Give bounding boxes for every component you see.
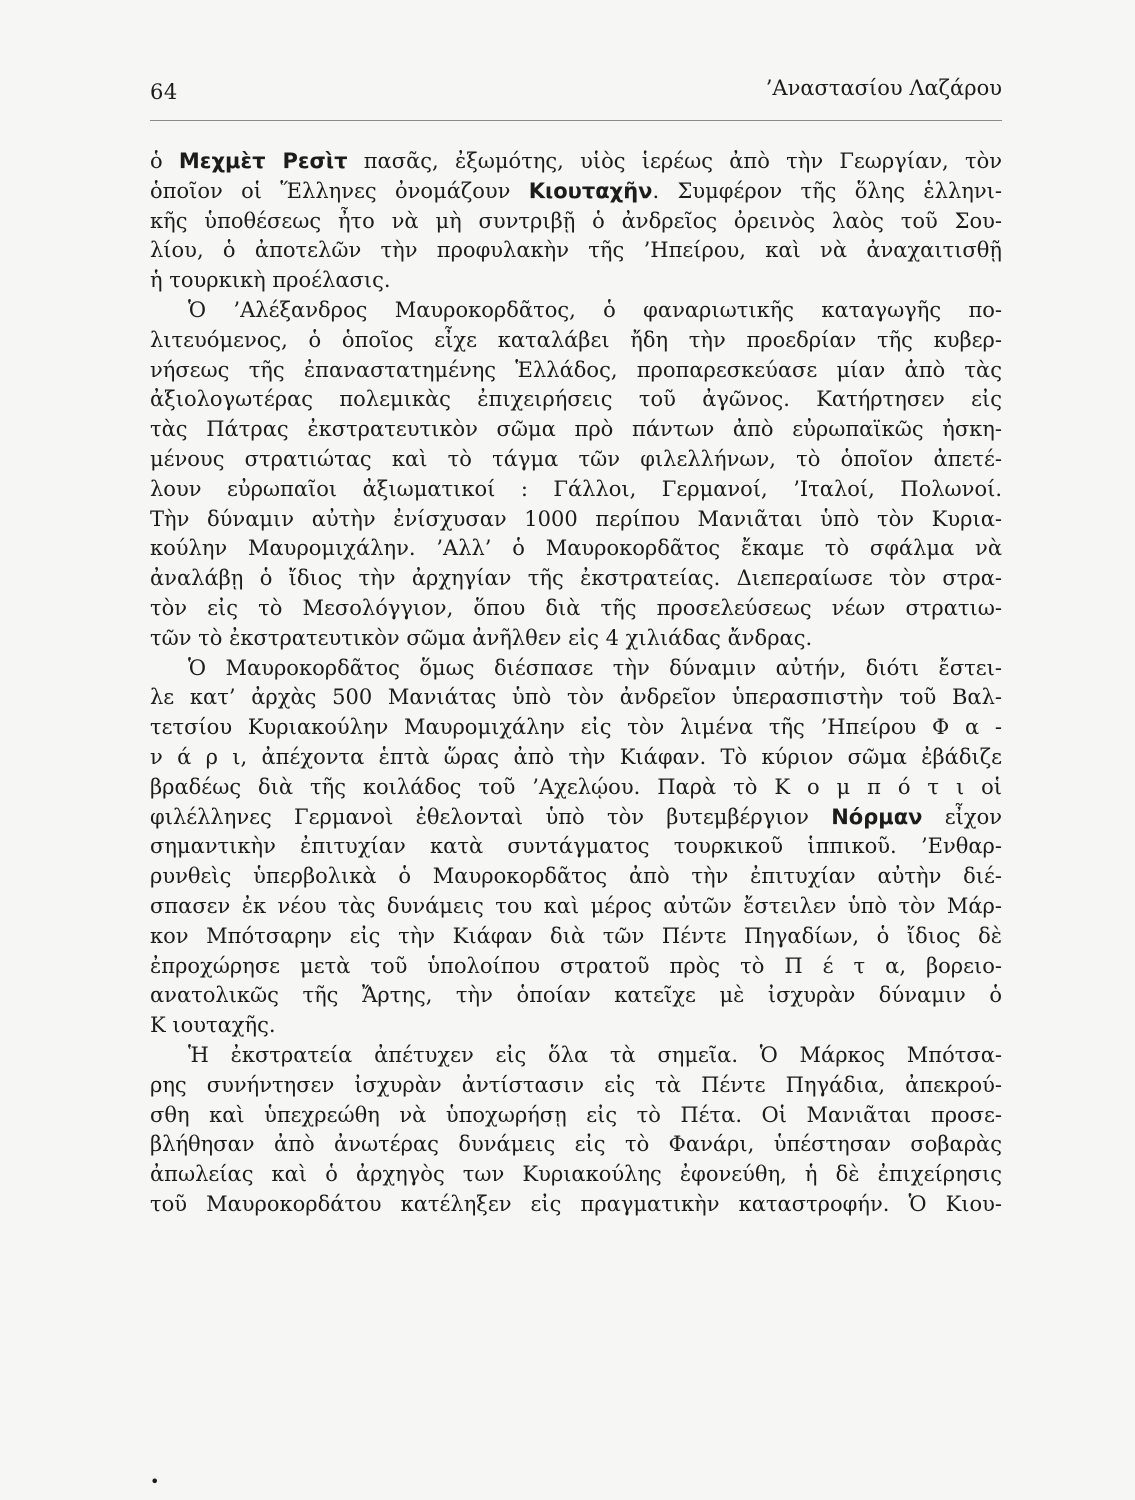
body-text bbox=[150, 147, 1002, 1220]
text-segment: ὁποῖον οἱ Ἕλληνες ὀνομάζουν bbox=[150, 178, 529, 203]
text-line bbox=[150, 803, 1002, 833]
text-segment: ὁ bbox=[150, 149, 179, 173]
text-line bbox=[150, 594, 1002, 624]
text-segment: φιλέλληνες Γερμανοὶ ἐθελονταὶ ὑπὸ τὸν βυτεμβέργιον bbox=[150, 804, 832, 829]
header-rule bbox=[150, 120, 1002, 121]
text-line bbox=[150, 892, 1002, 922]
text-line bbox=[150, 266, 1002, 296]
text-line bbox=[150, 952, 1002, 982]
text-segment: τὰς Πάτρας ἐκστρατευτικὸν σῶμα πρὸ πάντων ἀπὸ εὐρωπαϊκῶς ἠσκη- bbox=[150, 417, 1002, 442]
bold-name: Μεχμὲτ Ρεσὶτ bbox=[178, 149, 348, 173]
text-line bbox=[150, 207, 1002, 237]
text-segment: σπασεν ἐκ νέου τὰς δυνάμεις του καὶ μέρος αὐτῶν ἔστειλεν ὑπὸ τὸν Μάρ- bbox=[150, 893, 1002, 918]
text-segment: κῆς ὑποθέσεως ἦτο νὰ μὴ συντριβῇ ὁ ἀνδρεῖος ὀρεινὸς λαὸς τοῦ Σου- bbox=[150, 208, 1002, 233]
text-segment: σθη καὶ ὑπεχρεώθη νὰ ὑποχωρήσῃ εἰς τὸ Πέτα. Οἱ Μανιᾶται προσε- bbox=[150, 1102, 1002, 1127]
text-line bbox=[150, 1130, 1002, 1160]
text-line bbox=[150, 385, 1002, 415]
text-segment: βραδέως διὰ τῆς κοιλάδος τοῦ ’Αχελῴου. Παρὰ τὸ Κ ο μ π ό τ ι οἱ bbox=[150, 774, 1002, 799]
text-segment: . Συμφέρον τῆς ὅλης ἑλληνι- bbox=[652, 178, 1002, 203]
text-segment: ἡ τουρκικὴ προέλασις. bbox=[150, 268, 391, 293]
text-segment: σημαντικὴν ἐπιτυχίαν κατὰ συντάγματος τουρκικοῦ ἱππικοῦ. ’Ενθαρ- bbox=[150, 834, 1002, 859]
text-segment: βλήθησαν ἀπὸ ἀνωτέρας δυνάμεις εἰς τὸ Φανάρι, ὑπέστησαν σοβαρὰς bbox=[150, 1132, 1002, 1157]
text-segment: λίου, ὁ ἀποτελῶν τὴν προφυλακὴν τῆς ’Ηπείρου, καὶ νὰ ἀναχαιτισθῇ bbox=[150, 238, 1002, 263]
text-segment: ἀπωλείας καὶ ὁ ἀρχηγὸς των Κυριακούλης ἐφονεύθη, ἡ δὲ ἐπιχείρησις bbox=[150, 1162, 1002, 1187]
text-line bbox=[150, 713, 1002, 743]
text-line bbox=[150, 832, 1002, 862]
text-segment: λε κατ’ ἀρχὰς 500 Μανιάτας ὑπὸ τὸν ἀνδρεῖον ὑπερασπιστὴν τοῦ Βαλ- bbox=[150, 685, 1002, 710]
text-segment: κον Μπότσαρην εἰς τὴν Κιάφαν διὰ τῶν Πέντε Πηγαδίων, ὁ ἴδιος δὲ bbox=[150, 923, 1002, 948]
text-segment: εἶχον bbox=[922, 804, 1002, 829]
text-line bbox=[150, 1071, 1002, 1101]
bold-name: Κιουταχῆν bbox=[528, 178, 653, 203]
text-line bbox=[150, 862, 1002, 892]
bold-name: Νόρμαν bbox=[831, 804, 923, 829]
text-line bbox=[150, 326, 1002, 356]
text-segment: ἀξιολογωτέρας πολεμικὰς ἐπιχειρήσεις τοῦ ἀγῶνος. Κατήρτησεν εἰς bbox=[150, 387, 1002, 412]
stray-mark: • bbox=[150, 1472, 160, 1491]
text-line bbox=[150, 415, 1002, 445]
text-line bbox=[150, 534, 1002, 564]
text-line bbox=[150, 177, 1002, 207]
text-line bbox=[150, 624, 1002, 654]
text-line bbox=[150, 922, 1002, 952]
text-segment: νήσεως τῆς ἐπαναστατημένης Ἑλλάδος, προπαρεσκεύασε μίαν ἀπὸ τὰς bbox=[150, 357, 1002, 382]
text-line bbox=[150, 445, 1002, 475]
text-line bbox=[150, 356, 1002, 386]
text-segment: τῶν τὸ ἐκστρατευτικὸν σῶμα ἀνῆλθεν εἰς 4 χιλιάδας ἄνδρας. bbox=[150, 625, 813, 650]
text-segment: Ὁ ’Αλέξανδρος Μαυροκορδᾶτος, ὁ φαναριωτικῆς καταγωγῆς πο- bbox=[188, 297, 1002, 322]
text-segment: τὸν εἰς τὸ Μεσολόγγιον, ὅπου διὰ τῆς προσελεύσεως νέων στρατιω- bbox=[150, 595, 1002, 620]
text-line bbox=[150, 564, 1002, 594]
text-segment: Τὴν δύναμιν αὐτὴν ἐνίσχυσαν 1000 περίπου Μανιᾶται ὑπὸ τὸν Κυρια- bbox=[150, 506, 1002, 531]
text-segment: ανατολικῶς τῆς Ἄρτης, τὴν ὁποίαν κατεῖχε μὲ ἰσχυρὰν δύναμιν ὁ bbox=[150, 983, 1002, 1008]
text-line bbox=[150, 1011, 1002, 1041]
text-line bbox=[150, 683, 1002, 713]
text-segment: τοῦ Μαυροκορδάτου κατέληξεν εἰς πραγματικὴν καταστροφήν. Ὁ Κιου- bbox=[150, 1191, 1002, 1216]
text-line bbox=[150, 743, 1002, 773]
text-segment: ἀναλάβῃ ὁ ἴδιος τὴν ἀρχηγίαν τῆς ἐκστρατείας. Διεπεραίωσε τὸν στρα- bbox=[150, 566, 1002, 591]
text-segment: λιτευόμενος, ὁ ὁποῖος εἶχε καταλάβει ἤδη τὴν προεδρίαν τῆς κυβερ- bbox=[150, 327, 1002, 352]
text-segment: τετσίου Κυριακούλην Μαυρομιχάλην εἰς τὸν λιμένα τῆς ’Ηπείρου Φ α - bbox=[150, 715, 1002, 740]
text-line bbox=[150, 1041, 1002, 1071]
text-segment: Ὁ Μαυροκορδᾶτος ὅμως διέσπασε τὴν δύναμιν αὐτήν, διότι ἔστει- bbox=[188, 655, 1002, 680]
text-line bbox=[150, 981, 1002, 1011]
text-segment: ἐπροχώρησε μετὰ τοῦ ὑπολοίπου στρατοῦ πρὸς τὸ Π έ τ α, βορειο- bbox=[150, 953, 1002, 978]
text-line bbox=[150, 296, 1002, 326]
text-line bbox=[150, 1160, 1002, 1190]
text-segment: Ἡ ἐκστρατεία ἀπέτυχεν εἰς ὅλα τὰ σημεῖα. Ὁ Μάρκος Μπότσα- bbox=[188, 1042, 1002, 1067]
text-line bbox=[150, 147, 1002, 177]
page-number: 64 bbox=[150, 80, 178, 104]
text-line bbox=[150, 1190, 1002, 1220]
running-title: ’Αναστασίου Λαζάρου bbox=[765, 76, 1002, 100]
text-segment: πασᾶς, ἐξωμότης, υἱὸς ἱερέως ἀπὸ τὴν Γεωργίαν, τὸν bbox=[347, 149, 1002, 173]
text-line bbox=[150, 236, 1002, 266]
text-segment: ρης συνήντησεν ἰσχυρὰν ἀντίστασιν εἰς τὰ Πέντε Πηγάδια, ἀπεκρού- bbox=[150, 1072, 1002, 1097]
text-segment: Κ ιουταχῆς. bbox=[150, 1013, 276, 1038]
text-line bbox=[150, 475, 1002, 505]
text-line bbox=[150, 773, 1002, 803]
text-line bbox=[150, 1101, 1002, 1131]
text-line bbox=[150, 654, 1002, 684]
text-segment: ρυνθεὶς ὑπερβολικὰ ὁ Μαυροκορδᾶτος ἀπὸ τὴν ἐπιτυχίαν αὐτὴν διέ- bbox=[150, 864, 1002, 889]
text-segment: λουν εὐρωπαῖοι ἀξιωματικοί : Γάλλοι, Γερμανοί, ’Ιταλοί, Πολωνοί. bbox=[150, 476, 1002, 501]
text-segment: ν ά ρ ι, ἀπέχοντα ἑπτὰ ὥρας ἀπὸ τὴν Κιάφαν. Τὸ κύριον σῶμα ἐβάδιζε bbox=[150, 744, 1002, 769]
text-segment: κούλην Μαυρομιχάλην. ’Αλλ’ ὁ Μαυροκορδᾶτος ἔκαμε τὸ σφάλμα νὰ bbox=[150, 536, 1002, 561]
text-segment: μένους στρατιώτας καὶ τὸ τάγμα τῶν φιλελλήνων, τὸ ὁποῖον ἀπετέ- bbox=[150, 446, 1002, 471]
text-line bbox=[150, 505, 1002, 535]
